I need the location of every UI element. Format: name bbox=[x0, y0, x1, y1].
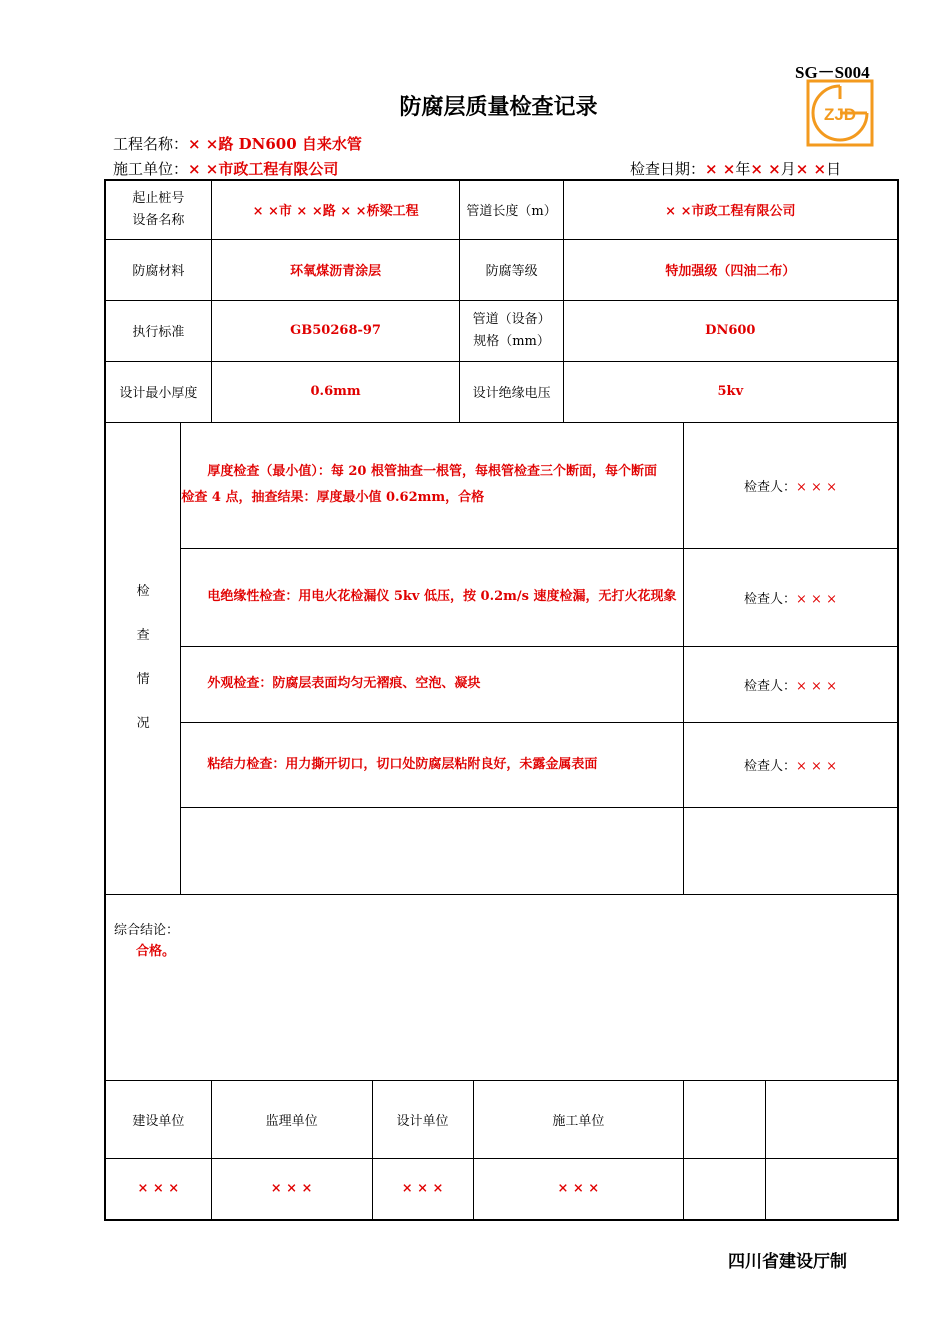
date-year: × × bbox=[705, 160, 736, 178]
page-title: 防腐层质量检查记录 bbox=[399, 95, 598, 120]
thickness-check bbox=[181, 422, 684, 548]
project-name-line bbox=[113, 133, 362, 154]
insulation-inspector bbox=[684, 548, 898, 646]
construction-signer: × × × bbox=[473, 1158, 683, 1220]
date-day-unit: 日 bbox=[826, 160, 842, 178]
table-row bbox=[105, 722, 898, 807]
inspector-label: 检查人： bbox=[744, 479, 797, 495]
unit-empty-cell bbox=[684, 1080, 766, 1158]
pipe-length-label: 管道长度（m） bbox=[460, 180, 563, 239]
table-row bbox=[105, 646, 898, 722]
anticorrosion-grade-value: 特加强级（四油二布） bbox=[563, 239, 898, 300]
inspector-label: 检查人： bbox=[744, 678, 797, 694]
table-row bbox=[105, 894, 898, 1080]
inspector-name: × × × bbox=[796, 678, 837, 694]
supervisor-signer: × × × bbox=[211, 1158, 372, 1220]
anticorrosion-grade-label: 防腐等级 bbox=[460, 239, 563, 300]
date-month: × × bbox=[750, 160, 781, 178]
conclusion-cell bbox=[105, 894, 898, 1080]
inspector-name: × × × bbox=[796, 591, 837, 607]
thickness-check-line2: 检查 4 点，抽查结果：厚度最小值 0.62mm，合格 bbox=[181, 490, 485, 505]
appearance-check: 外观检查：防腐层表面均匀无褶痕、空泡、凝块 bbox=[181, 646, 684, 722]
unit-design-label: 设计单位 bbox=[372, 1080, 473, 1158]
thickness-check-line1: 厚度检查（最小值）：每 20 根管抽查一根管，每根管检查三个断面，每个断面 bbox=[181, 464, 657, 479]
date-label: 检查日期： bbox=[630, 160, 706, 178]
form-code: SG－S004 bbox=[795, 63, 870, 82]
pipe-spec-value: DN600 bbox=[563, 300, 898, 361]
inspection-label-char: 况 bbox=[136, 716, 150, 731]
project-label: 工程名称： bbox=[113, 135, 189, 153]
table-row bbox=[105, 239, 898, 300]
inspector-label: 检查人： bbox=[744, 759, 797, 774]
signer-empty-cell bbox=[684, 1158, 766, 1220]
inspection-form-table bbox=[104, 179, 899, 1221]
unit-owner-label: 建设单位 bbox=[105, 1080, 211, 1158]
date-year-unit: 年 bbox=[735, 160, 751, 178]
pipe-spec-unit-label: 规格（mm） bbox=[473, 333, 550, 349]
inspection-section-label bbox=[105, 422, 181, 894]
table-row bbox=[105, 1080, 898, 1158]
owner-signer: × × × bbox=[105, 1158, 211, 1220]
table-row bbox=[105, 807, 898, 894]
min-thickness-value: 0.6mm bbox=[211, 361, 460, 422]
inspection-label-char: 情 bbox=[136, 672, 150, 687]
inspection-label-char: 检 bbox=[136, 584, 150, 599]
adhesion-check: 粘结力检查：用力撕开切口，切口处防腐层粘附良好，未露金属表面 bbox=[181, 722, 684, 807]
unit-value: × ×市政工程有限公司 bbox=[188, 160, 339, 178]
issuer-footer: 四川省建设厅制 bbox=[728, 1252, 847, 1272]
unit-supervisor-label: 监理单位 bbox=[211, 1080, 372, 1158]
pipe-length-value: × ×市政工程有限公司 bbox=[563, 180, 898, 239]
conclusion-label: 综合结论： bbox=[114, 922, 180, 938]
adhesion-inspector bbox=[684, 722, 898, 807]
start-end-value: × ×市 × ×路 × ×桥梁工程 bbox=[211, 180, 460, 239]
anticorrosion-material-value: 环氧煤沥青涂层 bbox=[211, 239, 460, 300]
design-signer: × × × bbox=[372, 1158, 473, 1220]
standard-value: GB50268-97 bbox=[211, 300, 460, 361]
appearance-inspector bbox=[684, 646, 898, 722]
table-row bbox=[105, 180, 898, 239]
start-end-label: 起止桩号 bbox=[132, 190, 185, 206]
min-thickness-label: 设计最小厚度 bbox=[105, 361, 211, 422]
table-row bbox=[105, 361, 898, 422]
insulation-check: 电绝缘性检查：用电火花检漏仪 5kv 低压，按 0.2m/s 速度检漏，无打火花现象 bbox=[181, 548, 684, 646]
table-row bbox=[105, 300, 898, 361]
inspection-label-char: 查 bbox=[136, 628, 150, 643]
table-row bbox=[105, 1158, 898, 1220]
table-row bbox=[105, 422, 898, 548]
unit-construction-label: 施工单位 bbox=[473, 1080, 683, 1158]
thickness-inspector bbox=[684, 422, 898, 548]
table-row bbox=[105, 548, 898, 646]
empty-check-cell bbox=[181, 807, 684, 894]
unit-empty-cell bbox=[765, 1080, 898, 1158]
svg-text:ZJD: ZJD bbox=[823, 105, 857, 124]
anticorrosion-material-label: 防腐材料 bbox=[105, 239, 211, 300]
insulation-voltage-value: 5kv bbox=[563, 361, 898, 422]
empty-inspector-cell bbox=[684, 807, 898, 894]
inspection-date-line bbox=[630, 158, 841, 179]
conclusion-value: 合格。 bbox=[136, 943, 176, 959]
signer-empty-cell bbox=[765, 1158, 898, 1220]
inspector-name: × × × bbox=[796, 759, 837, 774]
pipe-spec-label: 管道（设备） bbox=[472, 311, 551, 327]
unit-label: 施工单位： bbox=[113, 160, 189, 178]
date-month-unit: 月 bbox=[780, 160, 796, 178]
insulation-voltage-label: 设计绝缘电压 bbox=[460, 361, 563, 422]
construction-unit-line bbox=[113, 158, 338, 179]
standard-label: 执行标准 bbox=[105, 300, 211, 361]
equipment-name-label: 设备名称 bbox=[132, 212, 185, 228]
date-day: × × bbox=[795, 160, 827, 178]
inspector-label: 检查人： bbox=[744, 591, 797, 607]
project-value: × ×路 DN600 自来水管 bbox=[188, 135, 362, 153]
inspector-name: × × × bbox=[796, 479, 837, 495]
